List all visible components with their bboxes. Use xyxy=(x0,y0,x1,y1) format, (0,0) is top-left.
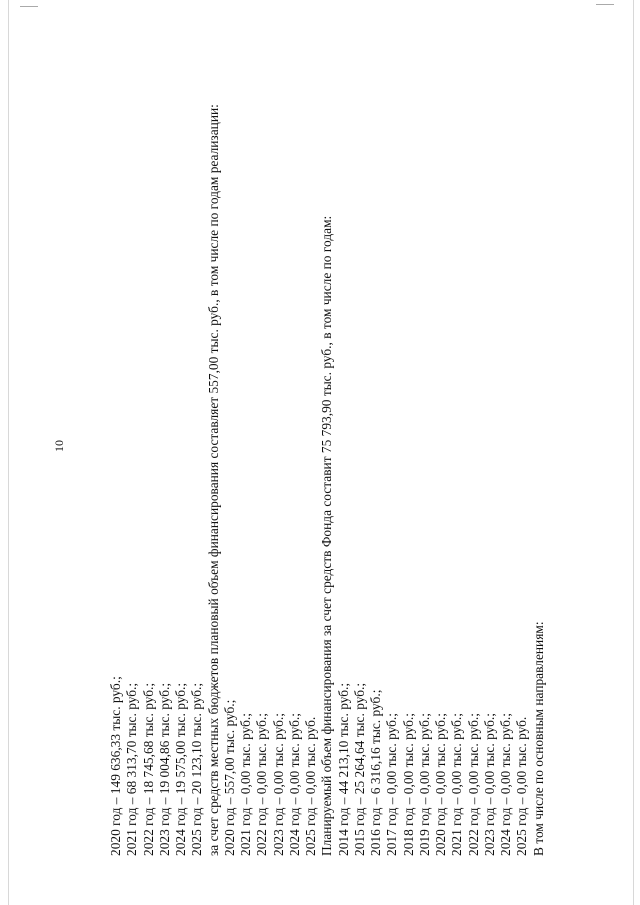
scan-edge-line xyxy=(633,0,634,905)
scan-edge-line xyxy=(8,0,9,905)
fund-line: 2015 год – 25 264,64 тыс. руб.; xyxy=(351,682,367,856)
budget-line: 2021 год – 68 313,70 тыс. руб.; xyxy=(124,682,140,856)
fund-paragraph: Планируемый объем финансирования за счет средств Фонда составит 75 793,90 тыс. руб., в том числе по годам: xyxy=(319,215,335,856)
fund-line: 2018 год – 0,00 тыс. руб.; xyxy=(400,713,416,856)
local-budget-line: 2023 год – 0,00 тыс. руб.; xyxy=(270,713,286,856)
page-number: 10 xyxy=(52,440,66,452)
fund-line: 2019 год – 0,00 тыс. руб.; xyxy=(416,713,432,856)
budget-line: 2023 год – 19 004,86 тыс. руб.; xyxy=(156,682,172,856)
budget-line: 2024 год – 19 575,00 тыс. руб.; xyxy=(173,682,188,856)
local-budget-line: 2020 год – 557,00 тыс. руб.; xyxy=(221,699,237,856)
local-budget-paragraph: за счет средств местных бюджетов плановый объем финансирования составляет 557,00 тыс. руб., в том числе по годам реализации: xyxy=(205,104,221,856)
scan-mark xyxy=(596,4,614,5)
fund-line: 2023 год – 0,00 тыс. руб.; xyxy=(481,713,497,856)
fund-line: 2017 год – 0,00 тыс. руб.; xyxy=(384,713,400,856)
fund-line: 2014 год – 44 213,10 тыс. руб.; xyxy=(335,682,351,856)
budget-line: 2025 год – 20 123,10 тыс. руб.; xyxy=(189,682,205,856)
fund-line: 2020 год – 0,00 тыс. руб.; xyxy=(433,713,448,856)
local-budget-line: 2021 год – 0,00 тыс. руб.; xyxy=(238,713,253,856)
scan-mark xyxy=(20,6,38,7)
fund-line: 2021 год – 0,00 тыс. руб.; xyxy=(449,713,465,856)
local-budget-line: 2025 год – 0,00 тыс. руб. xyxy=(303,716,318,856)
fund-line: 2024 год – 0,00 тыс. руб.; xyxy=(498,713,513,856)
budget-line: 2022 год – 18 745,68 тыс. руб.; xyxy=(140,682,156,856)
document-text xyxy=(108,92,547,882)
local-budget-line: 2024 год – 0,00 тыс. руб.; xyxy=(286,713,302,856)
budget-line: 2020 год – 149 636,33 тыс. руб.; xyxy=(108,676,123,856)
fund-line: 2025 год – 0,00 тыс. руб. xyxy=(514,716,530,856)
local-budget-line: 2022 год – 0,00 тыс. руб.; xyxy=(254,713,270,856)
fund-line: 2022 год – 0,00 тыс. руб.; xyxy=(465,713,481,856)
fund-line: 2016 год – 6 316,16 тыс. руб.; xyxy=(368,689,383,856)
final-line: В том числе по основным направлениям: xyxy=(530,621,546,856)
